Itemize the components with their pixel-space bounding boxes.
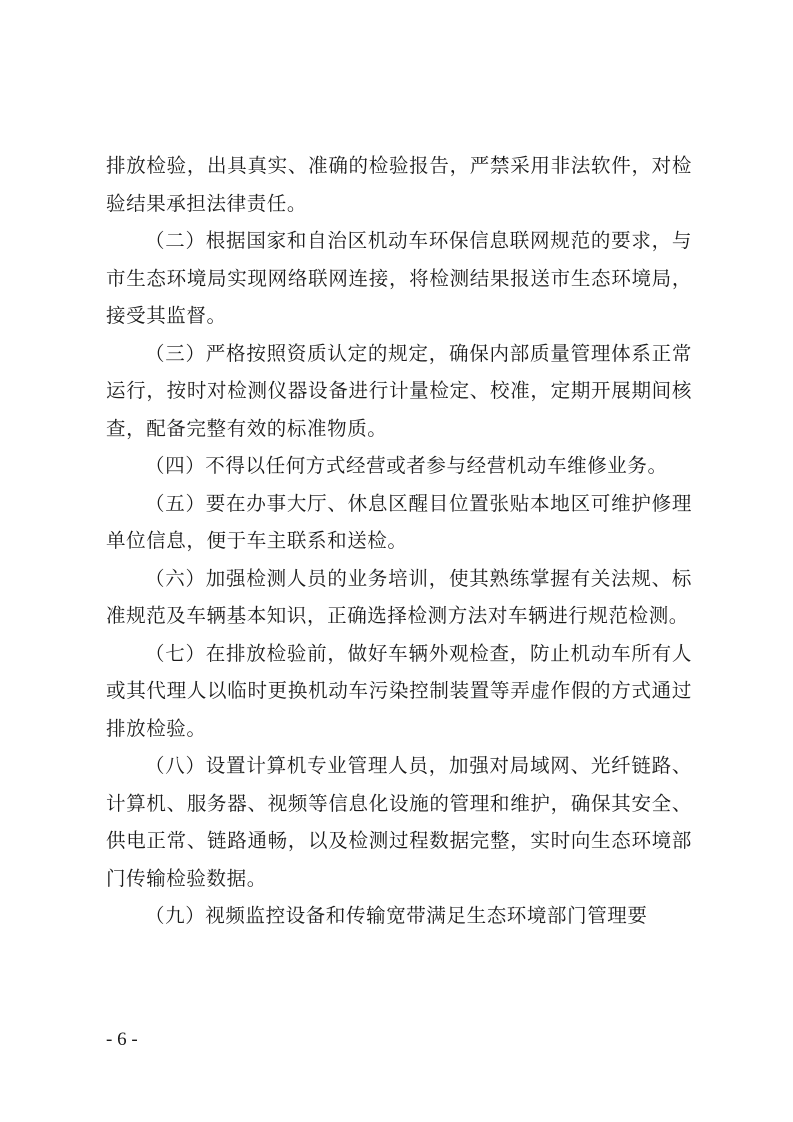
paragraph-continuation: 排放检验，出具真实、准确的检验报告，严禁采用非法软件，对检验结果承担法律责任。: [106, 154, 692, 215]
paragraph-item-8: （八）设置计算机专业管理人员，加强对局域网、光纤链路、计算机、服务器、视频等信息化设施的管理和维护，确保其安全、供电正常、链路通畅，以及检测过程数据完整，实时向生态环境部门传输检验数据。: [106, 754, 692, 890]
paragraph-item-6: （六）加强检测人员的业务培训，使其熟练掌握有关法规、标准规范及车辆基本知识，正确选择检测方法对车辆进行规范检测。: [106, 566, 692, 627]
paragraph-item-5: （五）要在办事大厅、休息区醒目位置张贴本地区可维护修理单位信息，便于车主联系和送检。: [106, 491, 692, 552]
body-text: [106, 147, 692, 935]
paragraph-item-4: （四）不得以任何方式经营或者参与经营机动车维修业务。: [145, 454, 668, 477]
page-number: - 6 -: [106, 1029, 138, 1050]
paragraph-item-2: （二）根据国家和自治区机动车环保信息联网规范的要求，与市生态环境局实现网络联网连接，将检测结果报送市生态环境局，接受其监督。: [106, 229, 692, 327]
paragraph-item-3: （三）严格按照资质认定的规定，确保内部质量管理体系正常运行，按时对检测仪器设备进行计量检定、校准，定期开展期间核查，配备完整有效的标准物质。: [106, 341, 692, 440]
paragraph-item-9: （九）视频监控设备和传输宽带满足生态环境部门管理要: [145, 904, 648, 927]
paragraph-item-7: （七）在排放检验前，做好车辆外观检查，防止机动车所有人或其代理人以临时更换机动车污染控制装置等弄虚作假的方式通过排放检验。: [106, 641, 692, 740]
